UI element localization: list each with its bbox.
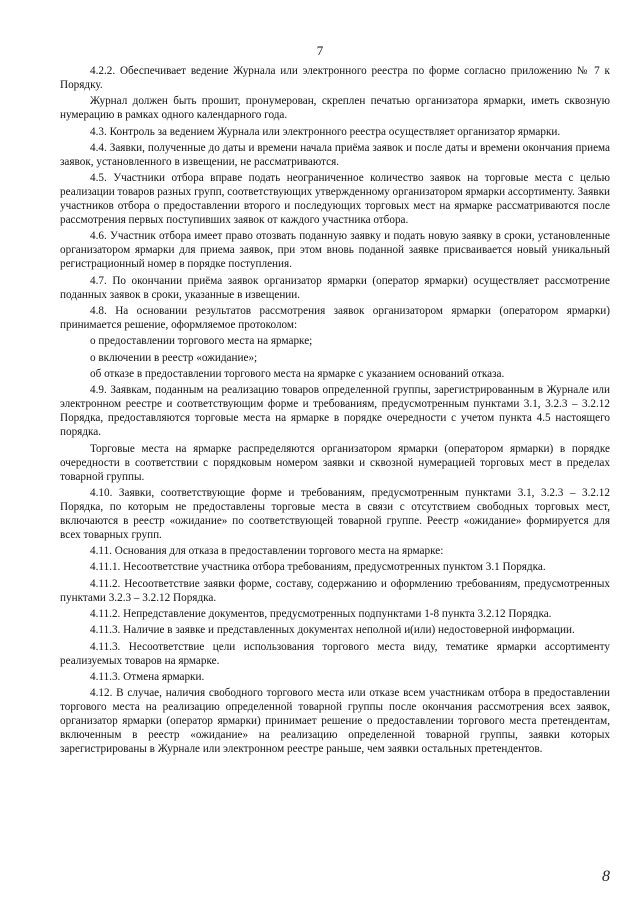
- paragraph-4-2-2: 4.2.2. Обеспечивает ведение Журнала или электронного реестра по форме согласно приложению № 7 к Порядку.: [60, 65, 610, 91]
- paragraph-4-11-2-b: 4.11.2. Непредставление документов, предусмотренных подпунктами 1-8 пункта 3.2.12 Порядка.: [90, 608, 552, 621]
- paragraph-4-7: 4.7. По окончании приёма заявок организатор ярмарки (оператор ярмарки) осуществляет рассмотрение поданных заявок в сроки, указанные в извещении.: [60, 274, 610, 301]
- paragraph-4-11-3-c: 4.11.3. Отмена ярмарки.: [90, 670, 205, 683]
- page-number: 7: [316, 43, 324, 58]
- paragraph-4-10: 4.10. Заявки, соответствующие форме и требованиям, предусмотренным пунктами 3.1, 3.2.3 – 3.2.12 Порядка, по которым не предоставлены торговые места в связи с отсутствием свободных торговых мест, включаются в реестр «ожидание» по соответствующей товарной группе. Реестр «ожидание» формируется для всех товарных групп.: [60, 486, 610, 541]
- list-item-waiting-registry: о включении в реестр «ожидание»;: [90, 351, 258, 364]
- paragraph-journal-requirements: Журнал должен быть прошит, пронумерован, скреплен печатью организатора ярмарки, иметь сквозную нумерацию в рамках одного календарного года.: [60, 95, 610, 122]
- paragraph-4-8: 4.8. На основании результатов рассмотрения заявок организатором ярмарки (оператором ярмарки) принимается решение, оформляемое протоколом:: [60, 305, 610, 332]
- paragraph-4-3: 4.3. Контроль за ведением Журнала или электронного реестра осуществляет организатор ярмарки.: [90, 125, 561, 138]
- paragraph-4-6: 4.6. Участник отбора имеет право отозвать поданную заявку и подать новую заявку в сроки, установленные организатором ярмарки для приема заявок, при этом вновь поданной заявке присваивается новый уникальный регистрационный номер в порядке поступления.: [60, 230, 610, 271]
- list-item-provide-place: о предоставлении торгового места на ярмарке;: [90, 335, 313, 348]
- paragraph-4-12: 4.12. В случае, наличия свободного торгового места или отказе всем участникам отбора в предоставлении торгового места на реализацию определенной товарной группы после окончания рассмотрения всех заявок, организатор ярмарки (оператор ярмарки) принимает решение о предоставлении торгового места претендентам, включенным в реестр «ожидание» на реализацию определенной товарной группы, заявки которых зарегистрированы в Журнале или электронном реестре раньше, чем заявки остальных претендентов.: [60, 687, 610, 756]
- paragraph-4-11-1: 4.11.1. Несоответствие участника отбора требованиям, предусмотренных пунктом 3.1 Порядка.: [90, 561, 546, 574]
- document-body: [60, 64, 610, 759]
- paragraph-4-11-2-a: 4.11.2. Несоответствие заявки форме, составу, содержанию и оформлению требованиям, предусмотренных пунктами 3.2.3 – 3.2.12 Порядка.: [60, 577, 610, 604]
- paragraph-4-11-3-a: 4.11.3. Наличие в заявке и представленных документах неполной и(или) недостоверной информации.: [90, 624, 575, 637]
- paragraph-4-4: 4.4. Заявки, полученные до даты и времени начала приёма заявок и после даты и времени окончания приема заявок, установленного в извещении, не рассматриваются.: [60, 141, 610, 168]
- paragraph-4-11-3-b: 4.11.3. Несоответствие цели использования торгового места виду, тематике ярмарки ассортименту реализуемых товаров на ярмарке.: [60, 640, 610, 667]
- handwritten-page-mark: 8: [602, 868, 610, 885]
- paragraph-4-5: 4.5. Участники отбора вправе подать неограниченное количество заявок на торговые места с целью реализации товаров разных групп, соответствующих утвержденному организатором ярмарки ассортименту. Заявки участников отбора о предоставлении второго и последующих торговых мест на ярмарке рассматриваются после рассмотрения первых поступивших заявок от каждого участника отбора.: [60, 172, 610, 227]
- list-item-refusal: об отказе в предоставлении торгового места на ярмарке с указанием оснований отказа.: [90, 367, 505, 380]
- paragraph-4-11: 4.11. Основания для отказа в предоставлении торгового места на ярмарке:: [90, 545, 444, 558]
- paragraph-4-9: 4.9. Заявкам, поданным на реализацию товаров определенной группы, зарегистрированным в Журнале или электронном реестре и соответствующим форме и требованиям, предусмотренным пунктами 3.1, 3.2.3 – 3.2.12 Порядка, предоставляются торговые места на ярмарке в порядке очередности с учетом пункта 4.5 настоящего порядка.: [60, 384, 610, 439]
- paragraph-place-distribution: Торговые места на ярмарке распределяются организатором ярмарки (оператором ярмарки) в порядке очередности в соответствии с порядковым номером заявки и сквозной нумерацией торговых мест в пределах товарной группы.: [60, 442, 610, 483]
